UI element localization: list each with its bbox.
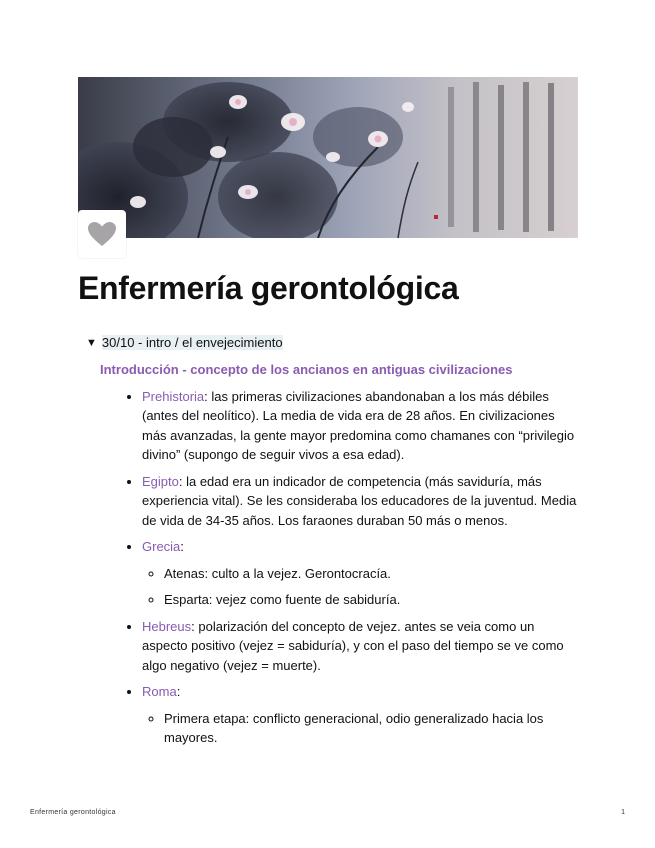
footer-page-number: 1 bbox=[621, 809, 625, 816]
list-item-text: : polarización del concepto de vejez. antes se veia como un aspecto positivo (vejez = sabiduría), y con el paso del tiempo se ve como algo negativo (vejez = muerte). bbox=[142, 618, 564, 673]
page-title: Enfermería gerontológica bbox=[78, 270, 459, 306]
sublist bbox=[142, 564, 580, 610]
toggle-arrow-icon[interactable]: ▼ bbox=[86, 336, 97, 349]
sublist bbox=[142, 709, 580, 748]
sublist-item: ◦ Atenas: culto a la vejez. Gerontocracía. bbox=[164, 564, 580, 584]
list-item-term: Hebreus bbox=[142, 618, 192, 634]
page-icon[interactable] bbox=[78, 210, 126, 258]
list-item-text: : la edad era un indicador de competencia (más saviduría, más experiencia vital). Se les consideraba los educadores de la juventud. Media de vida de 34-35 años. Los faraones duraban 50 más o menos. bbox=[142, 473, 577, 528]
toggle-content bbox=[100, 360, 580, 755]
list-item-term: Prehistoria bbox=[142, 388, 205, 404]
list-item bbox=[142, 537, 580, 610]
list-item bbox=[142, 617, 580, 676]
heart-icon bbox=[87, 221, 117, 247]
cover-image bbox=[78, 77, 578, 238]
list-item-term: Egipto bbox=[142, 473, 179, 489]
list-item-text: : bbox=[176, 684, 181, 699]
list-item bbox=[142, 682, 580, 748]
lotus-painting bbox=[78, 77, 578, 238]
list-item-text: : bbox=[180, 539, 184, 554]
list-item-term: Roma bbox=[142, 684, 177, 699]
list-item bbox=[142, 472, 580, 531]
list-item-text: : las primeras civilizaciones abandonaban a los más débiles (antes del neolítico). La media de vida era de 28 años. En civilizaciones más avanzadas, la gente mayor predomina como chamanes con “privilegio divino” (supongo de seguir vivos a esa edad). bbox=[142, 388, 575, 462]
section-heading: Introducción - concepto de los ancianos en antiguas civilizaciones bbox=[100, 362, 513, 377]
list-item-term: Grecia bbox=[142, 539, 181, 554]
toggle-label: 30/10 - intro / el envejecimiento bbox=[101, 335, 283, 350]
toggle-block[interactable] bbox=[86, 335, 283, 350]
sublist-item: ◦ Esparta: vejez como fuente de sabiduría. bbox=[164, 590, 580, 610]
civilizations-list bbox=[100, 387, 580, 748]
list-item bbox=[142, 387, 580, 465]
sublist-item: ◦ Primera etapa: conflicto generacional, odio generalizado hacia los mayores. bbox=[164, 709, 580, 748]
footer-document-title: Enfermería gerontológica bbox=[30, 809, 116, 816]
